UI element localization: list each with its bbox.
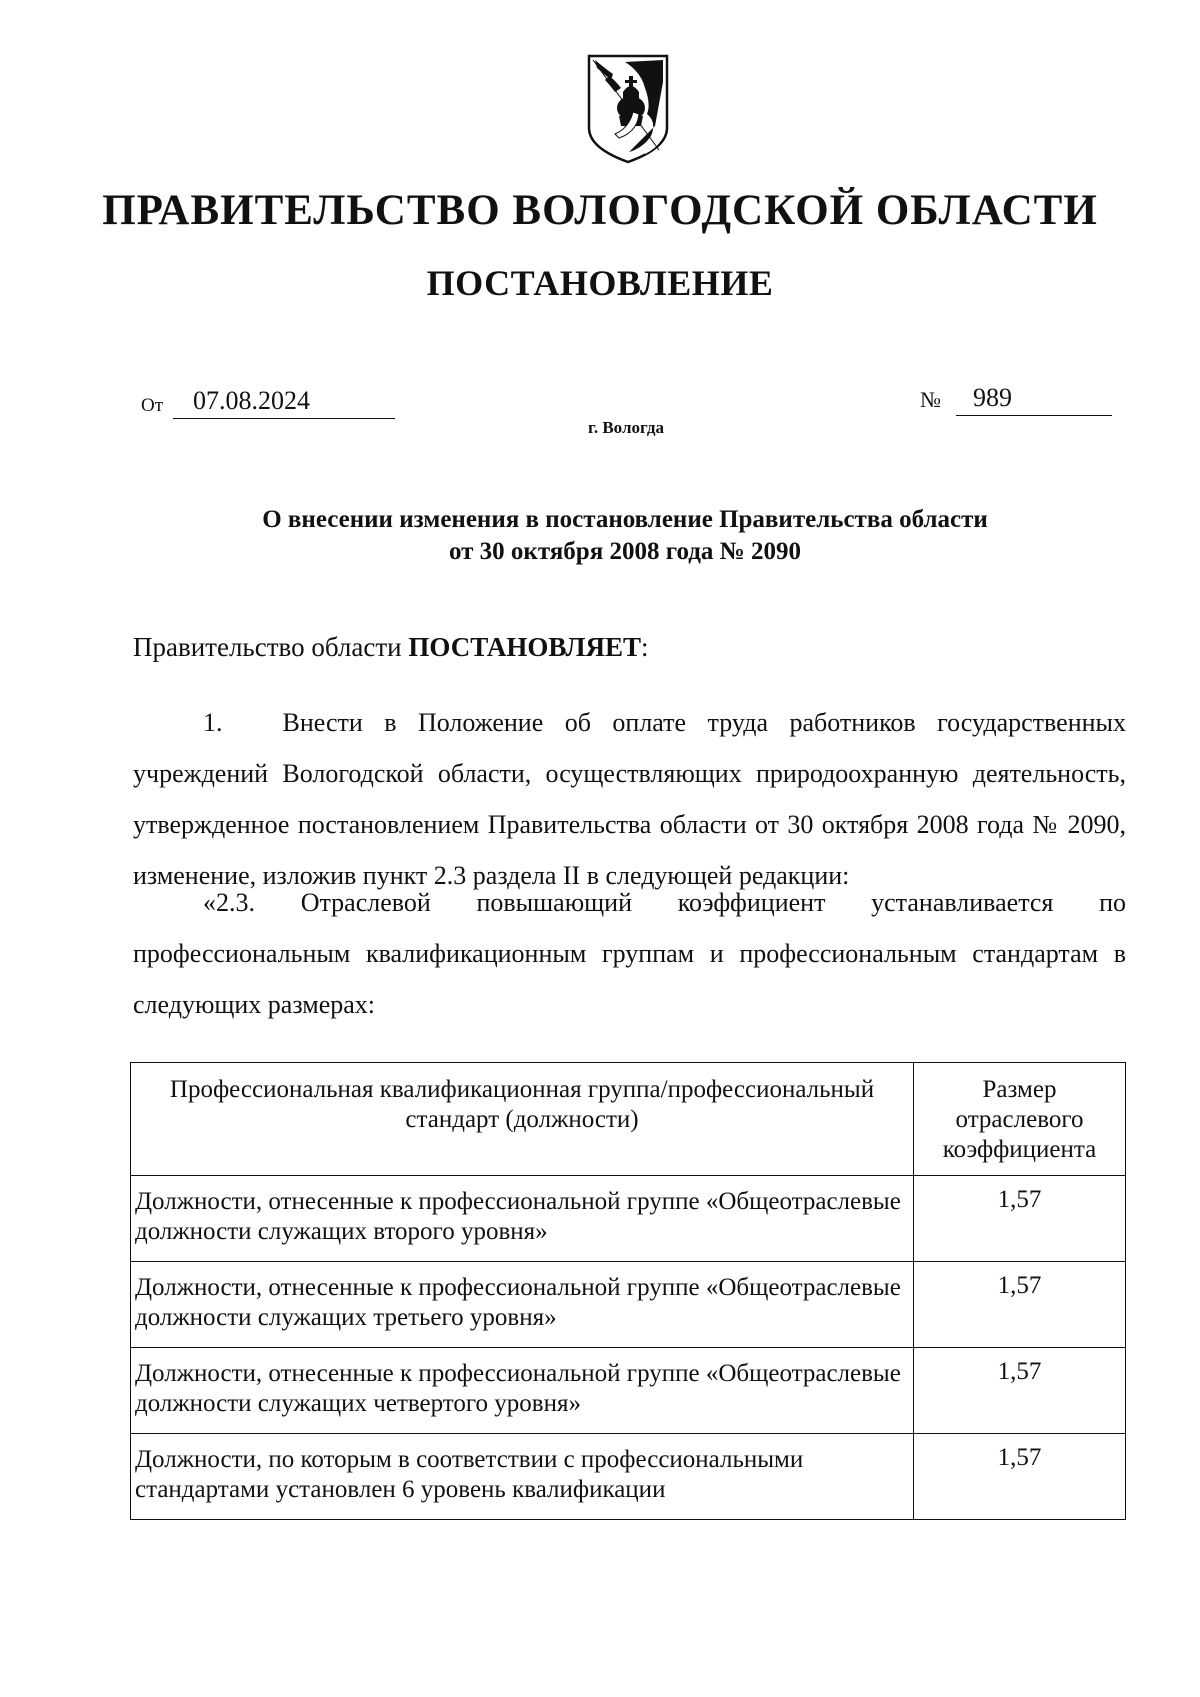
table-row [131, 1348, 1126, 1434]
table-cell-value: 1,57 [914, 1176, 1126, 1262]
decree-subject [0, 504, 1200, 568]
subject-line-2: от 30 октября 2008 года № 2090 [448, 538, 802, 565]
table-cell-name: Должности, отнесенные к профессиональной группе «Общеотраслевые должности служащих четвертого уровня» [131, 1348, 914, 1434]
table-cell-value: 1,57 [914, 1262, 1126, 1348]
table-cell-value: 1,57 [914, 1348, 1126, 1434]
document-type: ПОСТАНОВЛЕНИЕ [426, 263, 774, 303]
decree-intro [133, 632, 649, 663]
coefficient-table [130, 1062, 1126, 1520]
table-row [131, 1176, 1126, 1262]
paragraph-1 [133, 697, 1126, 901]
city: г. Вологда [588, 418, 664, 437]
paragraph-2 [133, 877, 1126, 1030]
table-cell-name: Должности, отнесенные к профессиональной группе «Общеотраслевые должности служащих второго уровня» [131, 1176, 914, 1262]
table-cell-name: Должности, отнесенные к профессиональной группе «Общеотраслевые должности служащих третьего уровня» [131, 1262, 914, 1348]
table-cell-value: 1,57 [914, 1434, 1126, 1520]
table-row [131, 1434, 1126, 1520]
paragraph-1-text: Внести в Положение об оплате труда работников государственных учреждений Вологодской области, осуществляющих природоохранную деятельность, утвержденное постановлением Правительства области от 30 октября 2008 года № 2090, изменение, изложив пункт 2.3 раздела II в следующей редакции: [133, 708, 1126, 890]
organization-title: ПРАВИТЕЛЬСТВО ВОЛОГОДСКОЙ ОБЛАСТИ [102, 187, 1098, 234]
intro-colon: : [640, 632, 649, 662]
table-row [131, 1262, 1126, 1348]
paragraph-2-text: «2.3. Отраслевой повышающий коэффициент устанавливается по профессиональным квалификационным группам и профессиональным стандартам в следующих размерах: [133, 888, 1126, 1019]
number-prefix: № [920, 387, 941, 412]
subject-line-1: О внесении изменения в постановление Правительства области [262, 506, 988, 533]
date-value: 07.08.2024 [193, 386, 310, 415]
number-underline [956, 415, 1112, 416]
paragraph-1-number: 1. [203, 708, 223, 737]
decree-number [920, 383, 1116, 417]
table-cell-name: Должности, по которым в соответствии с профессиональными стандартами установлен 6 уровень квалификации [131, 1434, 914, 1520]
date-prefix: От [141, 395, 164, 416]
table-header-row [131, 1063, 1126, 1176]
decree-date [141, 386, 401, 420]
table-header-group: Профессиональная квалификационная группа/профессиональный стандарт (должности) [131, 1063, 914, 1176]
intro-verb: ПОСТАНОВЛЯЕТ [408, 632, 641, 662]
number-value: 989 [973, 383, 1012, 412]
table-header-coefficient: Размер отраслевого коэффициента [914, 1063, 1126, 1176]
intro-text: Правительство области [133, 632, 409, 662]
vologda-coat-of-arms-icon [585, 52, 671, 164]
